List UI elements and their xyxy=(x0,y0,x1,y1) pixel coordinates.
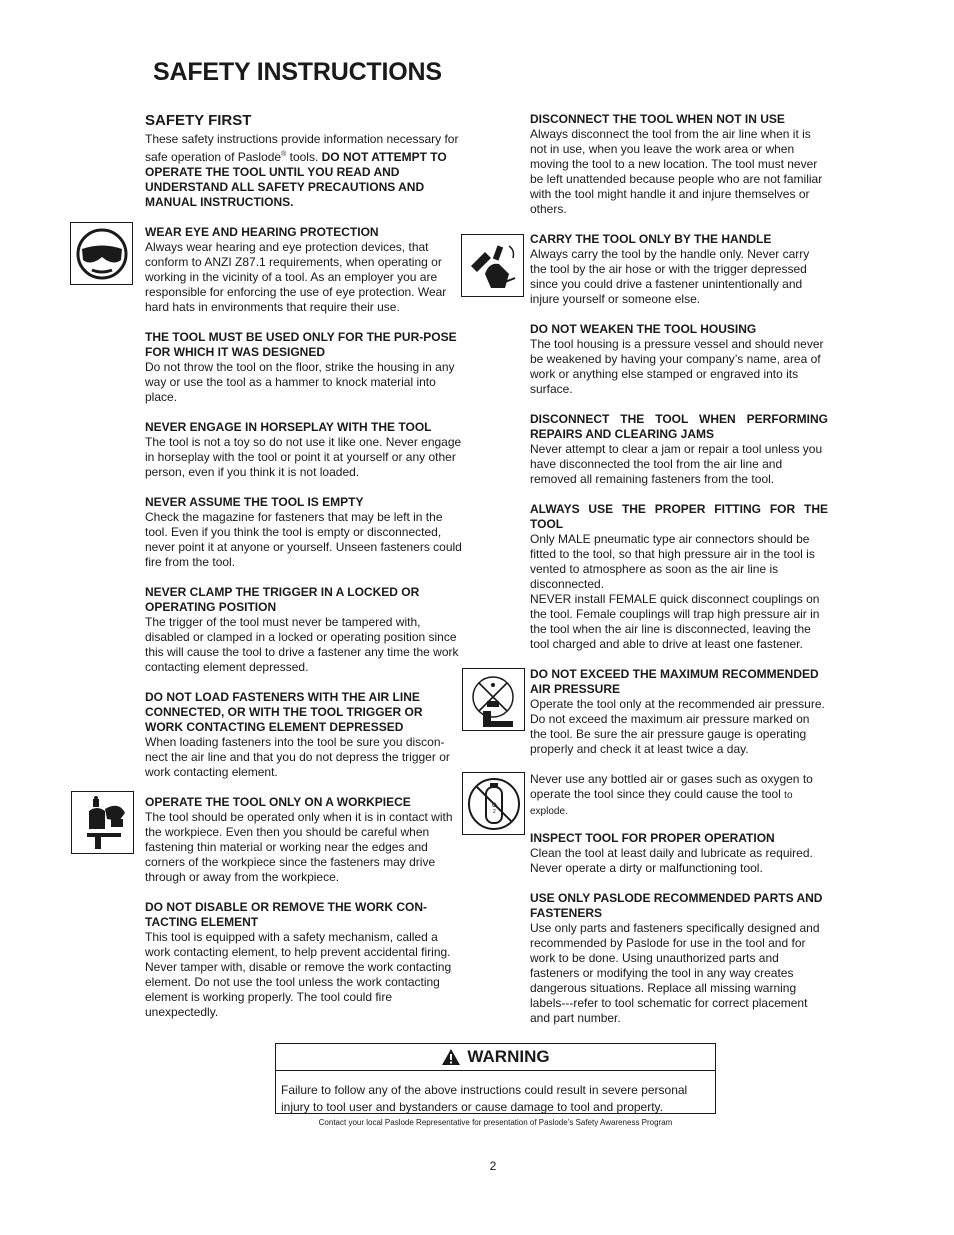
section-heading: DO NOT LOAD FASTENERS WITH THE AIR LINE CONNECTED, OR WITH THE TOOL TRIGGER OR WORK CONTACTING ELEMENT DEPRESSED xyxy=(145,690,423,734)
section-body: The tool housing is a pressure vessel and should never be weakened by having your company’s name, area of work or anything else stamped or engraved into its surface. xyxy=(530,337,824,396)
section-clamp-trigger xyxy=(145,585,463,675)
safety-first-intro xyxy=(145,132,463,210)
warning-header xyxy=(276,1044,715,1071)
safety-first-title: SAFETY FIRST xyxy=(145,112,252,129)
section-body: Never attempt to clear a jam or repair a tool unless you have disconnected the tool from the air line and removed all remaining fasteners from the tool. xyxy=(530,442,823,486)
section-body: Use only parts and fasteners specifically designed and recommended by Paslode for use in the tool and for work to be done. Using unauthorized parts and fasteners or modifying the tool in any way creates dangerous situations. Replace all missing warning labels---refer to tool schematic for correct placement and part number. xyxy=(530,921,820,1025)
section-heading: CARRY THE TOOL ONLY BY THE HANDLE xyxy=(530,232,772,246)
bottled-gas-text-small: to explode. xyxy=(530,790,793,817)
intro-text: These safety instructions provide information necessary for safe operation of Paslode xyxy=(145,132,459,164)
section-horseplay xyxy=(145,420,463,480)
section-body: Always disconnect the tool from the air line when it is not in use, when you leave the work area or when moving the tool to a new location. The tool must never be left unattended because people who are not familiar with the tool might handle it and injure themselves or others. xyxy=(530,127,823,216)
section-body: Only MALE pneumatic type air connectors should be fitted to the tool, so that high pressure air in the tool is vented to atmosphere as soon as the air line is disconnected. xyxy=(530,532,815,591)
section-body: Operate the tool only at the recommended air pressure. Do not exceed the maximum air pressure marked on the tool. Be sure the air pressure gauge is operating properly and check it at least twice a day. xyxy=(530,697,825,756)
footnote: Contact your local Paslode Representative for presentation of Paslode’s Safety Awareness Program xyxy=(318,1118,673,1127)
section-heading: THE TOOL MUST BE USED ONLY FOR THE PUR-POSE FOR WHICH IT WAS DESIGNED xyxy=(145,330,457,359)
section-body: Always wear hearing and eye protection devices, that conform to ANZI Z87.1 requirements, when operating or working in the vicinity of a tool. As an employer you are responsible for enforcing the use of eye protection. Wear hard hats in environments that require their use. xyxy=(145,240,447,314)
section-heading: NEVER CLAMP THE TRIGGER IN A LOCKED OR OPERATING POSITION xyxy=(145,585,420,614)
section-disconnect-not-in-use xyxy=(530,112,828,217)
section-body: The tool should be operated only when it is in contact with the workpiece. Even then you should be careful when fastening thin material or working near the edges and corners of the workpiece since the fasteners may drive through or away from the workpiece. xyxy=(145,810,453,884)
warning-triangle-icon xyxy=(441,1048,461,1066)
section-body xyxy=(530,772,828,819)
section-carry-handle xyxy=(530,232,828,307)
section-heading: DO NOT EXCEED THE MAXIMUM RECOMMENDED AIR PRESSURE xyxy=(530,667,819,696)
page-title: SAFETY INSTRUCTIONS xyxy=(153,58,442,86)
section-heading: NEVER ENGAGE IN HORSEPLAY WITH THE TOOL xyxy=(145,420,432,434)
left-column xyxy=(145,112,463,1035)
section-load-fasteners xyxy=(145,690,463,780)
section-eye-hearing xyxy=(145,225,463,315)
warning-box xyxy=(275,1043,716,1114)
section-heading: INSPECT TOOL FOR PROPER OPERATION xyxy=(530,831,775,845)
section-housing xyxy=(530,322,828,397)
section-body: Do not throw the tool on the floor, strike the housing in any way or use the tool as a hammer to knock material into place. xyxy=(145,360,455,404)
section-body-2: NEVER install FEMALE quick disconnect couplings on the tool. Female couplings will trap high pressure air in the tool when the air line is disconnected, leaving the tool charged and able to drive at least one fastener. xyxy=(530,592,820,651)
section-work-contact xyxy=(145,900,463,1020)
right-column xyxy=(530,112,828,1041)
section-repairs-jams xyxy=(530,412,828,487)
section-heading: DISCONNECT THE TOOL WHEN NOT IN USE xyxy=(530,112,785,126)
section-body: The trigger of the tool must never be tampered with, disabled or clamped in a locked or operating position since this will cause the tool to drive a fastener any time the work contacting element depressed. xyxy=(145,615,459,674)
intro-text-2: tools. xyxy=(286,150,322,164)
section-air-pressure xyxy=(530,667,828,757)
no-bottled-gas-icon xyxy=(462,772,525,835)
section-body: Always carry the tool by the handle only. Never carry the tool by the air hose or with the trigger depressed since you could drive a fastener unintentionally and injure yourself or someone else. xyxy=(530,247,810,306)
registered-mark: ® xyxy=(281,151,287,158)
page-number: 2 xyxy=(489,1159,497,1173)
section-recommended-parts xyxy=(530,891,828,1026)
section-heading: ALWAYS USE THE PROPER FITTING FOR THE TOOL xyxy=(530,502,828,531)
section-bottled-gas xyxy=(530,772,828,819)
section-body: When loading fasteners into the tool be sure you discon-nect the air line and that you do not depress the trigger or work contacting element. xyxy=(145,735,450,779)
intro-warning-bold: DO NOT ATTEMPT TO OPERATE THE TOOL UNTIL YOU READ AND UNDERSTAND ALL SAFETY PRECAUTIONS AND MANUAL INSTRUCTIONS. xyxy=(145,150,447,209)
section-inspect-tool xyxy=(530,831,828,876)
section-workpiece xyxy=(145,795,463,885)
section-heading: DO NOT WEAKEN THE TOOL HOUSING xyxy=(530,322,757,336)
warning-title: WARNING xyxy=(467,1047,550,1066)
section-heading: WEAR EYE AND HEARING PROTECTION xyxy=(145,225,379,239)
section-body: Clean the tool at least daily and lubricate as required. Never operate a dirty or malfunctioning tool. xyxy=(530,846,813,875)
section-heading: OPERATE THE TOOL ONLY ON A WORKPIECE xyxy=(145,795,411,809)
section-body: This tool is equipped with a safety mechanism, called a work contacting element, to help prevent accidental firing. Never tamper with, disable or remove the work contacting element. Do not use the tool unless the work contacting element is working properly. The tool could fire unexpectedly. xyxy=(145,930,452,1019)
pressure-gauge-icon xyxy=(462,668,525,731)
section-intended-purpose xyxy=(145,330,463,405)
section-heading: NEVER ASSUME THE TOOL IS EMPTY xyxy=(145,495,364,509)
carry-tool-icon xyxy=(461,234,524,297)
section-heading: DO NOT DISABLE OR REMOVE THE WORK CON-TACTING ELEMENT xyxy=(145,900,427,929)
section-body: The tool is not a toy so do not use it like one. Never engage in horseplay with the tool or point it at yourself or any other person, even if you think it is not loaded. xyxy=(145,435,462,479)
section-body: Check the magazine for fasteners that may be left in the tool. Even if you think the tool is empty or disconnected, never point it at anyone or yourself. Unseen fasteners could fire from the tool. xyxy=(145,510,462,569)
workpiece-tool-icon xyxy=(71,791,134,854)
goggles-icon xyxy=(70,222,133,285)
section-heading: DISCONNECT THE TOOL WHEN PERFORMING REPAIRS AND CLEARING JAMS xyxy=(530,412,828,441)
section-proper-fitting xyxy=(530,502,828,652)
svg-text:O: O xyxy=(491,802,497,809)
section-heading: USE ONLY PASLODE RECOMMENDED PARTS AND FASTENERS xyxy=(530,891,823,920)
warning-text: Failure to follow any of the above instructions could result in severe personal injury to tool user and bystanders or cause damage to tool and property. xyxy=(281,1083,688,1114)
bottled-gas-text: Never use any bottled air or gases such as oxygen to operate the tool since they could cause the tool xyxy=(530,772,813,801)
section-tool-empty xyxy=(145,495,463,570)
svg-text:2: 2 xyxy=(492,808,496,815)
